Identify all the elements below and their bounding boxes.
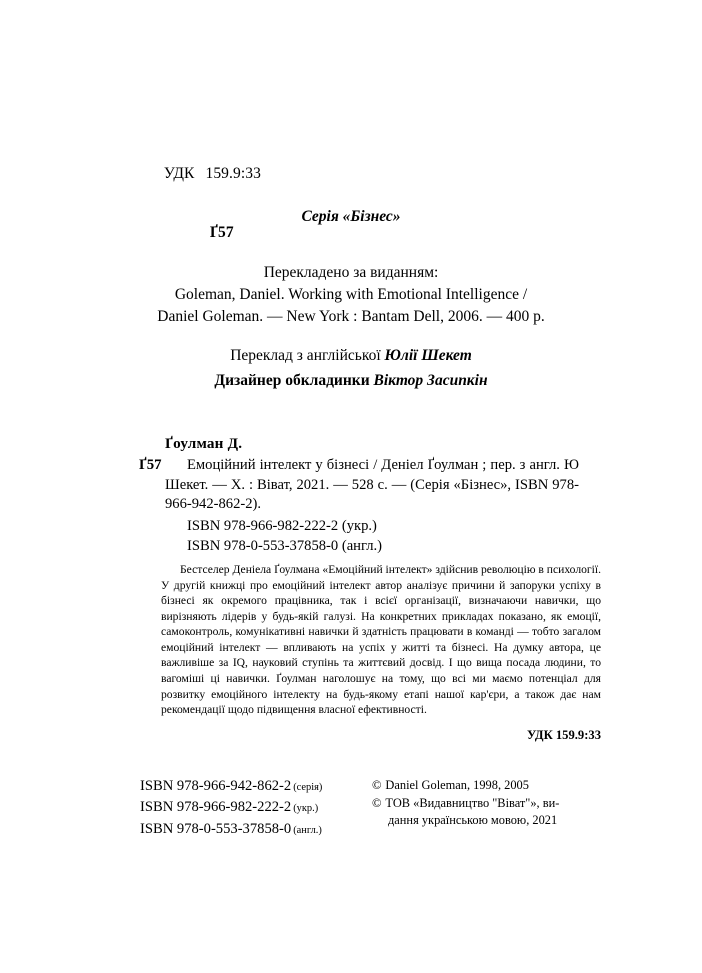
source-edition-line-1: Goleman, Daniel. Working with Emotional Intelligence / bbox=[174, 286, 528, 303]
footer-isbn-qualifier: (укр.) bbox=[293, 803, 319, 815]
translator-credit bbox=[0, 343, 702, 368]
udk-footer: УДК 159.9:33 bbox=[526, 728, 601, 742]
source-edition-block bbox=[0, 262, 702, 328]
footer-isbn-number: ISBN 978-966-942-862-2 bbox=[140, 778, 292, 794]
footer-isbn-column bbox=[140, 776, 370, 840]
copyright-icon: © bbox=[372, 778, 382, 792]
copyright-icon: © bbox=[372, 795, 382, 810]
footer-isbn-row bbox=[140, 776, 370, 797]
footer-isbn-row bbox=[140, 797, 370, 818]
udk-header bbox=[140, 144, 261, 263]
copyright-line-publisher-continued: дання українською мовою, 2021 bbox=[388, 813, 558, 828]
catalogue-record bbox=[139, 434, 579, 556]
catalogue-isbn-ukr: ISBN 978-966-982-222-2 (укр.) bbox=[187, 518, 377, 535]
translator-name: Юлії Шекет bbox=[384, 347, 472, 364]
copyright-line-publisher bbox=[372, 795, 602, 813]
copyright-line-author bbox=[372, 777, 602, 795]
catalogue-isbn-list bbox=[165, 517, 579, 556]
annotation-paragraph: Бестселер Деніела Ґоулмана «Емоційний інтелект» здійснив революцію в психології. У другій книжці про емоційний інтелект автор аналізує причини й запоруки успіху в бізнесі як окремого працівника, так і всієї організації, визначаючи навички, що вирізняють лідерів у будь-якій галузі. На конкретних прикладах показано, як емоції, самоконтроль, комунікативні навички й здатність працювати в команді — тобто загалом емоційний інтелект — впливають на успіх у житті та бізнесі. На думку автора, це важливіше за IQ, науковий ступінь та життєвий досвід. І що вища посада людини, то вагоміші ці навички. Ґоулман наголошує на тому, що всі ми маємо потенціал для розвитку емоційного інтелекту на будь-якому етапі нашої кар'єри, а також дає нам рекомендації щодо підвищення власної ефективності. bbox=[161, 563, 602, 717]
udk-label: УДК bbox=[163, 164, 195, 182]
source-edition-line-2: Daniel Goleman. — New York : Bantam Dell, 2006. — 400 p. bbox=[157, 308, 545, 325]
catalogue-isbn-eng: ISBN 978-0-553-37858-0 (англ.) bbox=[187, 537, 383, 554]
footer-isbn-row bbox=[140, 819, 370, 840]
udk-code-row bbox=[140, 144, 261, 203]
copyright-publisher-text: ТОВ «Видавництво "Віват"», ви- bbox=[385, 795, 560, 810]
source-edition-intro: Перекладено за виданням: bbox=[263, 264, 439, 281]
catalogue-sigla: Ґ57 bbox=[139, 457, 162, 474]
designer-prefix: Дизайнер обкладинки bbox=[214, 372, 374, 390]
udk-classmark: Ґ57 bbox=[209, 224, 234, 242]
footer-isbn-number: ISBN 978-966-982-222-2 bbox=[140, 799, 292, 816]
designer-credit bbox=[0, 368, 702, 393]
udk-code: 159.9:33 bbox=[205, 164, 261, 182]
credits-block bbox=[0, 343, 702, 393]
catalogue-body bbox=[139, 456, 579, 556]
footer-isbn-number: ISBN 978-0-553-37858-0 bbox=[140, 820, 292, 837]
footer-copyright-column bbox=[372, 777, 602, 830]
catalogue-author: Ґоулман Д. bbox=[165, 435, 243, 452]
copyright-author-text: Daniel Goleman, 1998, 2005 bbox=[385, 778, 529, 792]
catalogue-description: Емоційний інтелект у бізнесі / Деніел Ґоулман ; пер. з англ. Ю Шекет. — Х. : Віват, 2021. — 528 с. — (Серія «Бізнес», ISBN 978-966-942-862-2). bbox=[165, 457, 579, 513]
designer-name: Віктор Засипкін bbox=[373, 372, 488, 390]
translator-prefix: Переклад з англійської bbox=[230, 347, 385, 364]
footer-isbn-qualifier: (серія) bbox=[293, 782, 323, 793]
footer-isbn-qualifier: (англ.) bbox=[293, 824, 322, 836]
series-line: Серія «Бізнес» bbox=[301, 208, 401, 225]
